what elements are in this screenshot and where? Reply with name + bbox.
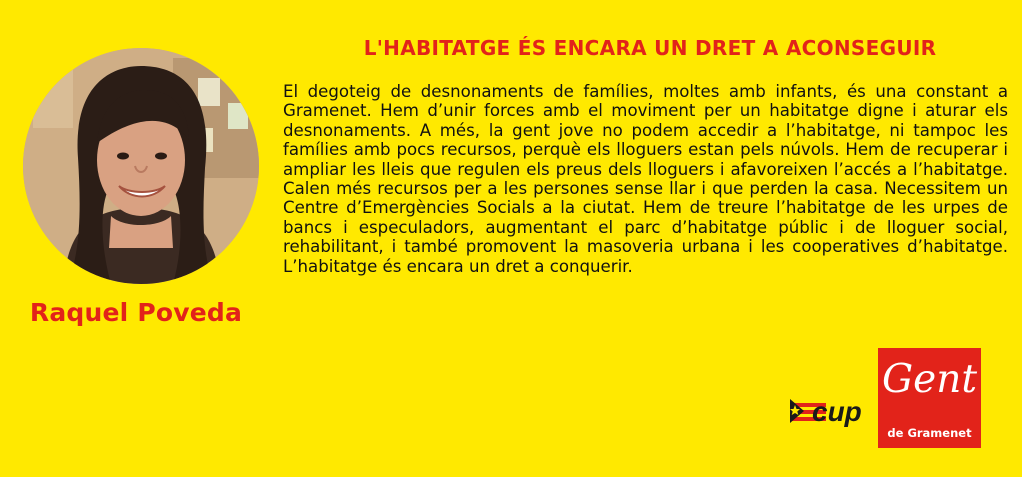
profile-photo <box>23 48 259 284</box>
person-name: Raquel Poveda <box>29 298 243 327</box>
cup-logo <box>790 391 872 427</box>
gent-de-gramenet-logo <box>878 348 981 448</box>
gent-logo-subtitle: de Gramenet <box>887 426 972 440</box>
svg-text:cup: cup <box>812 396 862 427</box>
article-body: El degoteig de desnonaments de famílies, moltes amb infants, és una constant a Gramenet. Hem d’unir forces amb el moviment per un habitatge digne i aturar els desnonaments. A més, la gent jove no podem accedir a l’habitatge, ni tampoc les famílies amb pocs recursos, perquè els lloguers estan pels núvols. Hem de recuperar i ampliar les lleis que regulen els preus dels lloguers i afavoreixen l’accés a l’habitatge. Calen més recursos per a les persones sense llar i que perden la casa. Necessitem un Centre d’Emergències Socials a la ciutat. Hem de treure l’habitatge de les urpes de bancs i especuladors, augmentant el parc d’habitatge públic i de lloguer social, rehabilitant, i també promovent la masoveria urbana i les cooperatives d’habitatge. L’habitatge és encara un dret a conquerir. <box>283 82 1008 276</box>
article-title: L'HABITATGE ÉS ENCARA UN DRET A ACONSEGUIR <box>363 36 937 60</box>
gent-logo-word: Gent <box>881 357 978 402</box>
